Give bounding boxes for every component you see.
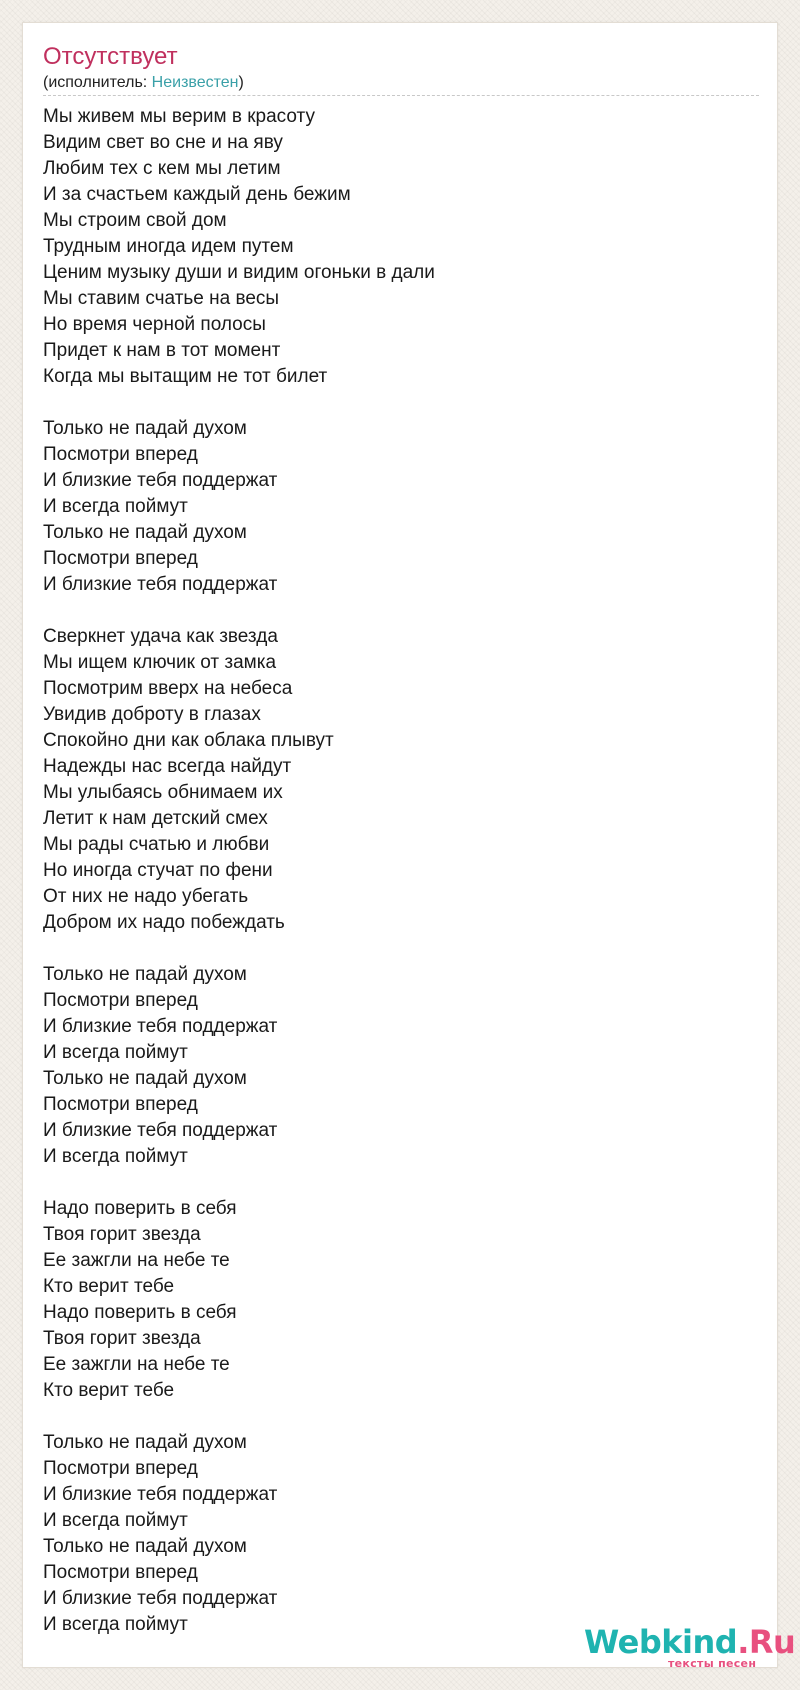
logo-wordmark: [584, 1623, 795, 1661]
lyric-line: Посмотри вперед: [43, 1562, 198, 1583]
lyric-line: Любим тех с кем мы летим: [43, 158, 281, 179]
song-title: Отсутствует: [43, 43, 178, 70]
lyrics-stanza: [43, 962, 743, 1170]
lyric-line: Только не падай духом: [43, 1432, 247, 1453]
lyrics-stanza: [43, 1430, 743, 1638]
lyric-line: И всегда поймут: [43, 1614, 188, 1635]
logo-main-text: Webkind: [584, 1623, 738, 1661]
logo-tagline: тексты песен: [668, 1657, 757, 1670]
lyrics-stanza: [43, 624, 743, 936]
lyric-line: Посмотри вперед: [43, 1094, 198, 1115]
lyric-line: Ее зажгли на небе те: [43, 1250, 230, 1271]
lyric-line: И всегда поймут: [43, 1510, 188, 1531]
lyric-line: Добром их надо побеждать: [43, 912, 285, 933]
lyric-line: Надо поверить в себя: [43, 1302, 237, 1323]
artist-prefix: (исполнитель:: [43, 74, 152, 91]
lyric-line: Только не падай духом: [43, 418, 247, 439]
lyric-line: И всегда поймут: [43, 496, 188, 517]
artist-line: [43, 73, 244, 93]
lyric-line: И близкие тебя поддержат: [43, 1016, 278, 1037]
artist-suffix: ): [238, 74, 244, 91]
header-divider: [43, 95, 759, 96]
lyric-line: От них не надо убегать: [43, 886, 249, 907]
lyrics-card: [22, 22, 796, 1670]
lyric-line: Только не падай духом: [43, 964, 247, 985]
lyric-line: Посмотри вперед: [43, 990, 198, 1011]
lyric-line: Ее зажгли на небе те: [43, 1354, 230, 1375]
lyric-line: И за счастьем каждый день бежим: [43, 184, 351, 205]
lyric-line: Мы строим свой дом: [43, 210, 227, 231]
lyrics-stanza: [43, 1196, 743, 1404]
lyrics-stanza: [43, 416, 743, 598]
lyric-line: И близкие тебя поддержат: [43, 1588, 278, 1609]
lyric-line: Надежды нас всегда найдут: [43, 756, 292, 777]
lyric-line: Ценим музыку души и видим огоньки в дали: [43, 262, 435, 283]
lyric-line: И всегда поймут: [43, 1146, 188, 1167]
lyric-line: И всегда поймут: [43, 1042, 188, 1063]
lyric-line: Кто верит тебе: [43, 1276, 175, 1297]
lyrics-stanza: [43, 104, 743, 390]
webkind-logo[interactable]: [584, 1623, 796, 1673]
lyric-line: Твоя горит звезда: [43, 1224, 201, 1245]
lyric-line: Увидив доброту в глазах: [43, 704, 261, 725]
lyric-line: Посмотрим вверх на небеса: [43, 678, 293, 699]
lyric-line: Мы рады счатью и любви: [43, 834, 270, 855]
lyric-line: Спокойно дни как облака плывут: [43, 730, 334, 751]
lyric-line: Но время черной полосы: [43, 314, 266, 335]
logo-suffix: .Ru: [737, 1623, 796, 1661]
artist-link[interactable]: Неизвестен: [151, 74, 239, 91]
lyric-line: Видим свет во сне и на яву: [43, 132, 283, 153]
lyric-line: Но иногда стучат по фени: [43, 860, 273, 881]
lyrics-body: [43, 104, 743, 1664]
lyric-line: Мы улыбаясь обнимаем их: [43, 782, 283, 803]
lyric-line: Кто верит тебе: [43, 1380, 175, 1401]
lyric-line: Когда мы вытащим не тот билет: [43, 366, 328, 387]
lyric-line: Придет к нам в тот момент: [43, 340, 281, 361]
lyric-line: Посмотри вперед: [43, 548, 198, 569]
lyric-line: Посмотри вперед: [43, 444, 198, 465]
lyric-line: Посмотри вперед: [43, 1458, 198, 1479]
lyric-line: И близкие тебя поддержат: [43, 470, 278, 491]
lyric-line: Мы ищем ключик от замка: [43, 652, 277, 673]
lyric-line: Мы живем мы верим в красоту: [43, 106, 315, 127]
lyric-line: Только не падай духом: [43, 1536, 247, 1557]
lyric-line: Летит к нам детский смех: [43, 808, 268, 829]
lyric-line: И близкие тебя поддержат: [43, 574, 278, 595]
lyric-line: Только не падай духом: [43, 522, 247, 543]
lyric-line: И близкие тебя поддержат: [43, 1484, 278, 1505]
lyric-line: И близкие тебя поддержат: [43, 1120, 278, 1141]
lyric-line: Трудным иногда идем путем: [43, 236, 294, 257]
lyric-line: Надо поверить в себя: [43, 1198, 237, 1219]
lyric-line: Мы ставим счатье на весы: [43, 288, 280, 309]
lyric-line: Сверкнет удача как звезда: [43, 626, 278, 647]
lyric-line: Только не падай духом: [43, 1068, 247, 1089]
lyric-line: Твоя горит звезда: [43, 1328, 201, 1349]
